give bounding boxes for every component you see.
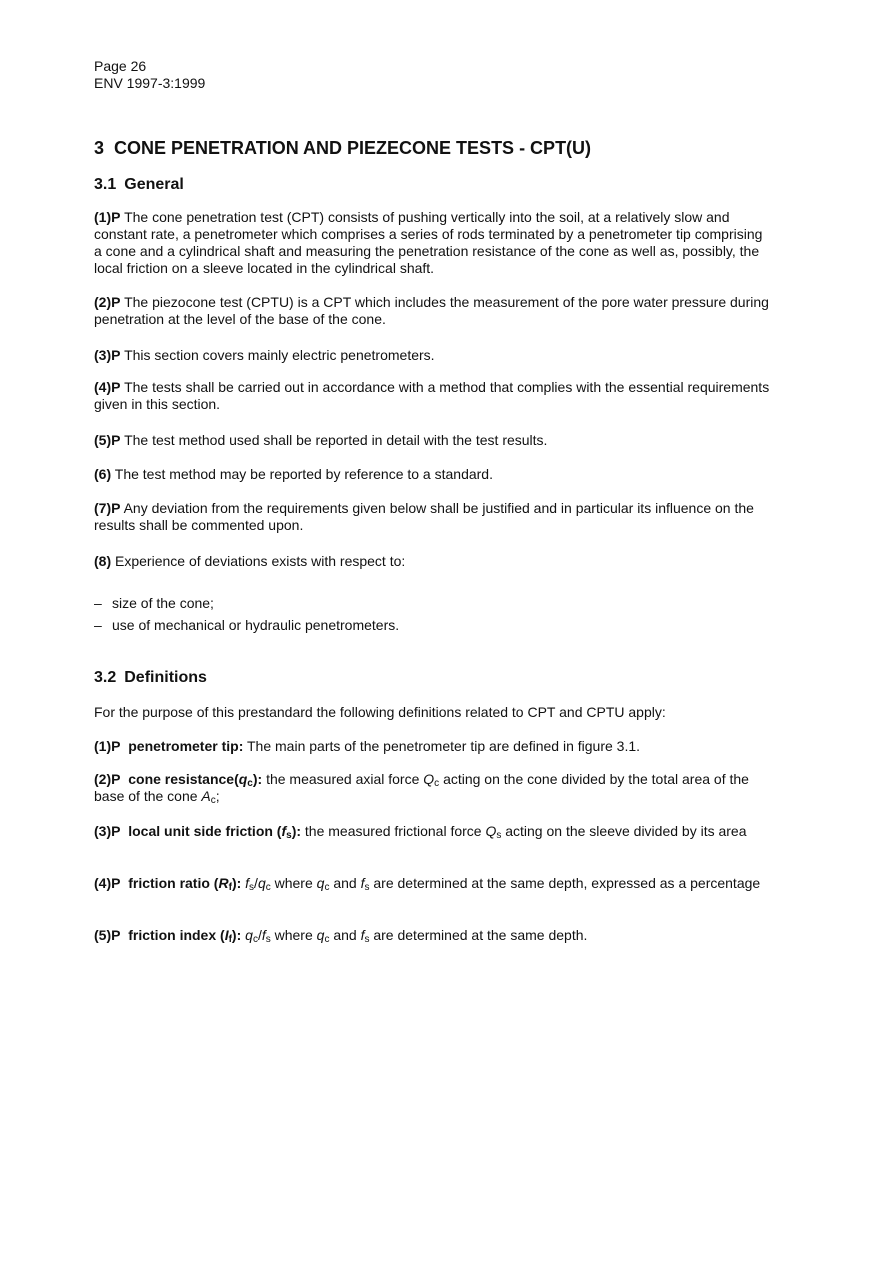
paragraph-label: (1)P [94, 738, 121, 754]
paragraph [94, 553, 774, 570]
chapter-title-text: CONE PENETRATION AND PIEZECONE TESTS - CPT(U) [114, 138, 592, 158]
paragraph [94, 209, 774, 277]
section-definitions-title [94, 669, 207, 687]
paragraph-text: The test method may be reported by reference to a standard. [114, 466, 493, 482]
list-item-text: size of the cone; [112, 595, 214, 611]
paragraph-text: Any deviation from the requirements given below shall be justified and in particular its influence on the results shall be commented upon. [94, 500, 754, 533]
paragraph [94, 432, 774, 449]
definition-term: friction ratio $(R_f)$: [128, 875, 242, 893]
paragraph-text: The cone penetration test (CPT) consists of pushing vertically into the soil, at a relatively slow and constant rate, a penetrometer which comprises a series of rods terminated by a penetrometer tip comprising a cone and a cylindrical shaft and measuring the penetration resistance of the cone as well as, possibly, the local friction on a sleeve located in the cylindrical shaft. [94, 209, 763, 276]
definition-term: local unit side friction $(f_s)$: [128, 823, 302, 841]
paragraph-label: (1)P [94, 209, 121, 225]
definition-term: friction index $(I_f)$: [128, 927, 242, 945]
paragraph-label: (5)P [94, 432, 121, 448]
section-title-text: Definitions [124, 669, 207, 686]
paragraph-label: (4)P [94, 379, 121, 395]
section-title-text: General [124, 176, 184, 193]
list-item [94, 617, 399, 634]
list-item-text: use of mechanical or hydraulic penetrometers. [112, 617, 400, 633]
paragraph-label: (3)P [94, 347, 121, 363]
chapter-number: 3 [94, 138, 105, 158]
paragraph-text: The test method used shall be reported in detail with the test results. [124, 432, 548, 448]
section-number: 3.1 [94, 176, 117, 193]
standard-id: ENV 1997-3:1999 [94, 75, 206, 91]
paragraph [94, 347, 774, 364]
definition-text: The main parts of the penetrometer tip are defined in figure 3.1. [247, 738, 641, 754]
definition-item: (4)P friction ratio $(R_f)$: $f_s/q_c$ where $q_c$ and $f_s$ are determined at the same depth, expressed as a percentage [94, 875, 761, 893]
definition-term: cone $resistance(q_c)$: [128, 771, 263, 789]
paragraph [94, 379, 774, 413]
page-number: Page 26 [94, 58, 147, 74]
definition-item: (2)P cone $resistance(q_c)$: the measured axial force $Q_c$ acting on the cone divided by the total area of the base of the cone $A_c$; [94, 771, 749, 806]
definition-item [94, 738, 774, 755]
paragraph-label: (4)P [94, 875, 121, 891]
paragraph-label: (6) [94, 466, 112, 482]
dash-bullet: – [94, 617, 102, 633]
section-number: 3.2 [94, 669, 117, 686]
definitions-intro: For the purpose of this prestandard the following definitions related to CPT and CPTU apply: [94, 704, 666, 720]
list-item [94, 595, 214, 612]
paragraph [94, 294, 774, 328]
paragraph-label: (2)P [94, 771, 121, 787]
paragraph-label: (3)P [94, 823, 121, 839]
dash-bullet: – [94, 595, 102, 611]
paragraph-label: (2)P [94, 294, 121, 310]
paragraph-text: Experience of deviations exists with respect to: [115, 553, 406, 569]
chapter-title [94, 138, 591, 159]
paragraph-text: The piezocone test (CPTU) is a CPT which includes the measurement of the pore water pressure during penetration at the level of the base of the cone. [94, 294, 769, 327]
paragraph-label: (8) [94, 553, 112, 569]
paragraph [94, 500, 774, 534]
paragraph-text: The tests shall be carried out in accordance with a method that complies with the essential requirements given in this section. [94, 379, 770, 412]
document-page [94, 58, 774, 945]
definition-item: (3)P local unit side friction $(f_s)$: the measured frictional force $Q_s$ acting on the sleeve divided by its area [94, 823, 747, 841]
paragraph [94, 466, 774, 483]
paragraph-label: (5)P [94, 927, 121, 943]
paragraph-text: This section covers mainly electric penetrometers. [124, 347, 435, 363]
definition-item: (5)P friction index $(I_f)$: $q_c/f_s$ where $q_c$ and $f_s$ are determined at the same depth. [94, 927, 588, 945]
section-general-title [94, 176, 184, 194]
definition-term: penetrometer tip: [128, 738, 244, 754]
paragraph-label: (7)P [94, 500, 121, 516]
